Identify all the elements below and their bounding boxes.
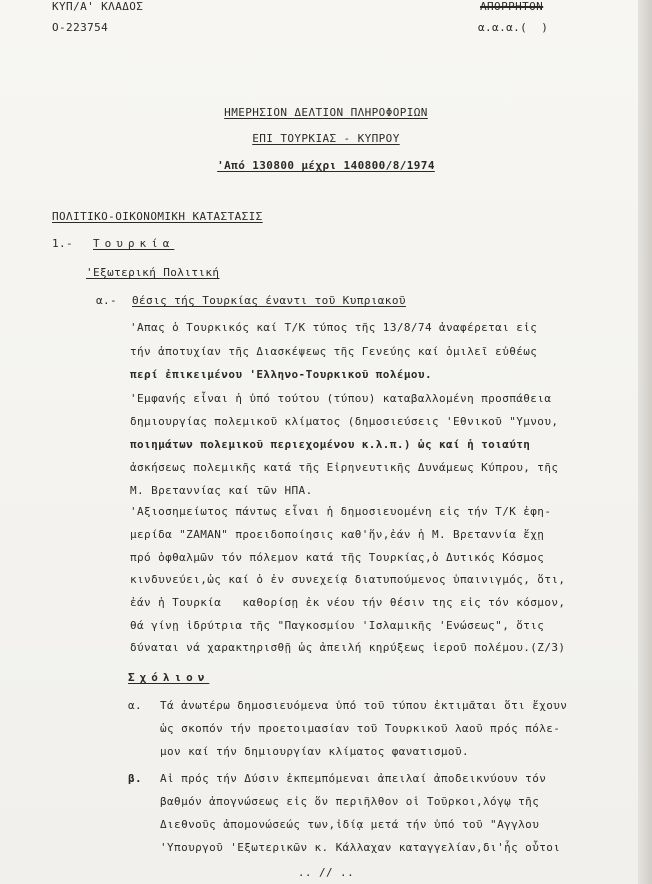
item-title: Τουρκία (93, 237, 175, 250)
body-line: τήν ἀποτυχίαν τῆς Διασκέψεως τῆς Γενεύης καί ὁμιλεῖ εὐθέως (130, 345, 538, 358)
sub-marker: α.- (96, 294, 118, 307)
section-heading: ΠΟΛΙΤΙΚΟ-ΟΙΚΟΝΟΜΙΚΗ ΚΑΤΑΣΤΑΣΙΣ (52, 210, 263, 223)
comment-b-line: 'Υπουργοῦ 'Εξωτερικῶν κ. Κάλλαχαν καταγγελίαν,δι'ἧς οὗτοι (160, 841, 561, 854)
comment-b-line: βαθμόν ἀπογνώσεως εἰς ὅν περιῆλθον οἱ Τοῦρκοι,λόγῳ τῆς (160, 795, 540, 808)
body-line: θά γίνῃ ἱδρύτρια τῆς "Παγκοσμίου 'Ισλαμικῆς 'Ενώσεως", ὅτις (130, 619, 545, 632)
comment-a-line: Τά ἀνωτέρω δημοσιευόμενα ὑπό τοῦ τύπου ἐκτιμᾶται ὅτι ἔχουν (160, 699, 568, 712)
comment-b-marker: β. (128, 772, 143, 785)
body-line: ἀσκήσεως πολεμικῆς κατά τῆς Εἰρηνευτικῆς Δυνάμεως Κύπρου, τῆς (130, 461, 559, 474)
comment-heading: Σχόλιον (128, 671, 210, 684)
body-line: Μ. Βρεταννίας καί τῶν ΗΠΑ. (130, 484, 313, 497)
header-serial: α.α.α.( ) (478, 21, 549, 34)
title-line2: ΕΠΙ ΤΟΥΡΚΙΑΣ - ΚΥΠΡΟΥ (252, 132, 400, 145)
body-line: περί ἐπικειμένου 'Ελληνο-Τουρκικοῦ πολέμου. (130, 368, 432, 381)
body-line: δημιουργίας πολεμικοῦ κλίματος (δημοσιεύσεις 'Εθνικοῦ "Υμνου, (130, 415, 559, 428)
body-line: μερίδα "ZAMAN" προειδοποίησις καθ'ἥν,ἐάν ἡ Μ. Βρεταννία ἔχῃ (130, 528, 545, 541)
body-line: δύναται νά χαρακτηρισθῇ ὡς ἀπειλή κηρύξεως ἱεροῦ πολέμου.(Ζ/3) (130, 641, 566, 654)
continuation-mark: .. // .. (297, 866, 355, 879)
body-line: 'Εμφανής εἶναι ἡ ὑπό τούτου (τύπου) καταβαλλομένη προσπάθεια (130, 392, 552, 405)
title-line1: ΗΜΕΡΗΣΙΟΝ ΔΕΛΤΙΟΝ ΠΛΗΡΟΦΟΡΙΩΝ (224, 106, 428, 119)
body-line: κινδυνεύει,ὡς καί ὁ ἐν συνεχείᾳ διατυπούμενος ὑπαινιγμός, ὅτι, (130, 573, 566, 586)
comment-a-marker: α. (128, 699, 143, 712)
comment-a-line: ὡς σκοπόν τήν προετοιμασίαν τοῦ Τουρκικοῦ λαοῦ πρός πόλε- (160, 722, 561, 735)
sub-title: Θέσις τής Τουρκίας έναντι τοῦ Κυπριακοῦ (132, 294, 406, 307)
body-line: πρό ὀφθαλμῶν τόν πόλεμον κατά τῆς Τουρκίας,ὁ Δυτικός Κόσμος (130, 551, 545, 564)
comment-b-line: Διεθνοῦς ἀπομονώσεώς των,ἰδίᾳ μετά τήν ὑπό τοῦ "Αγγλου (160, 818, 540, 831)
subheading: 'Εξωτερική Πολιτική (86, 266, 220, 279)
body-line: 'Αξιοσημείωτος πάντως εἶναι ἡ δημοσιευομένη εἰς τήν Τ/Κ ἐφη- (130, 505, 552, 518)
item-number: 1.- (52, 237, 74, 250)
body-line: 'Απας ὁ Τουρκικός καί Τ/Κ τύπος τῆς 13/8/74 ἀναφέρεται εἰς (130, 321, 538, 334)
title-date-range: 'Από 130800 μέχρι 140800/8/1974 (217, 159, 435, 172)
header-reference-number: Ο-223754 (52, 21, 109, 34)
header-classification: ΑΠΟΡΡΗΤΟΝ (480, 0, 544, 13)
comment-a-line: μον καί τήν δημιουργίαν κλίματος φανατισμοῦ. (160, 745, 469, 758)
header-office: ΚΥΠ/Α' ΚΛΑΔΟΣ (52, 0, 144, 13)
body-line: ποιημάτων πολεμικοῦ περιεχομένου κ.λ.π.) ὡς καί ἡ τοιαύτη (130, 438, 531, 451)
body-line: ἐάν ἡ Τουρκία καθορίσῃ ἐκ νέου τήν θέσιν της εἰς τόν κόσμον, (130, 596, 566, 609)
comment-b-line: Αἱ πρός τήν Δύσιν ἐκπεμπόμεναι ἀπειλαί ἀποδεικνύουν τόν (160, 772, 547, 785)
